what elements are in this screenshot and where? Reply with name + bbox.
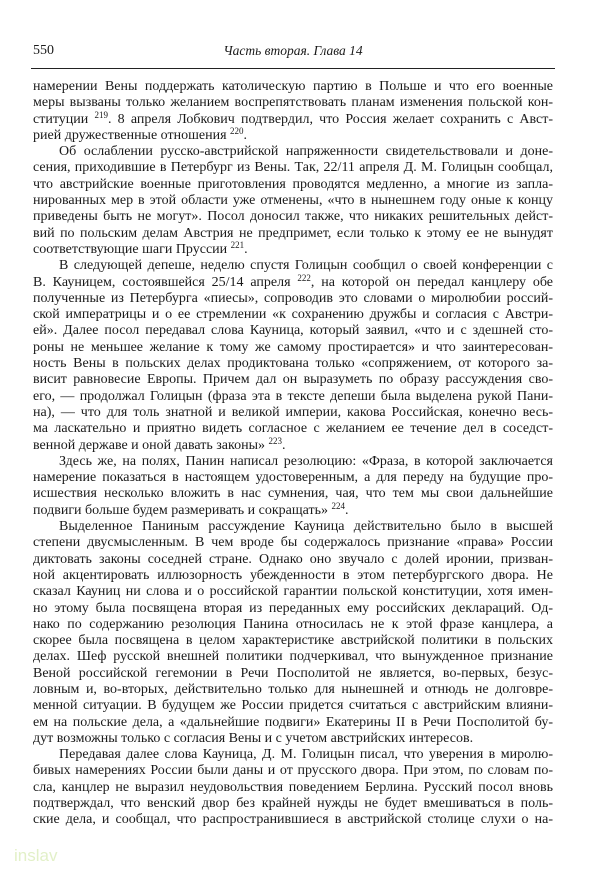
text-line [33, 226, 553, 242]
text-line [33, 372, 553, 388]
text-segment: ем на польские дела, а «дальнейшие подвиги» Екатерины II в Речи Посполитой бу- [33, 714, 553, 730]
text-line [33, 209, 553, 225]
text-segment: . [282, 437, 286, 453]
text-line [33, 307, 553, 323]
text-line [33, 79, 553, 95]
text-segment: меры вызваны только желанием воспрепятствовать планам изменения польской кон- [33, 95, 553, 111]
page-number: 550 [33, 43, 54, 58]
text-segment: диктовать законы соседней стране. Однако оно звучало с долей иронии, призван- [33, 551, 553, 567]
text-segment: намерение показаться в настоящем удостоверенным, а для переду на будущие про- [33, 470, 553, 486]
text-segment: нированных мер в этой области уже отменены, «что в нынешнем году оные к концу [33, 193, 553, 209]
paragraph [33, 144, 553, 258]
text-segment: сказал Кауниц ни слова и о российской гарантии польской конституции, хотя имен- [33, 584, 553, 600]
text-line [33, 125, 553, 144]
text-line [33, 584, 553, 600]
text-segment: намерении Вены поддержать католическую партию в Польше и что его военные [33, 79, 553, 94]
text-line [33, 470, 553, 486]
text-line [33, 601, 553, 617]
footnote-ref: 220 [230, 125, 244, 136]
text-line [33, 340, 553, 356]
text-line [33, 239, 553, 258]
text-segment: Веной российской гегемонии в Речи Посполитой не является, во-первых, безус- [33, 665, 553, 681]
text-line [33, 812, 553, 828]
text-line [33, 500, 553, 519]
text-segment: Выделенное Паниным рассуждение Кауница действительно было в высшей [59, 519, 553, 535]
text-segment: ность Вены в польских делах продиктована только «сопряжением, от которого за- [33, 356, 553, 372]
text-segment: ма ласкательно и приятно видеть согласное с желанием ее течение дел в соседст- [33, 421, 553, 437]
text-segment: подвиги больше будем размеривать и сокращать» [33, 502, 332, 518]
page-body [33, 79, 553, 829]
text-segment: что австрийские военные приготовления проводятся медленно, а многие из запла- [33, 176, 553, 192]
text-line [33, 731, 553, 747]
text-segment: но этому была посвящена вторая из переданных ему российских деклараций. Од- [33, 600, 553, 616]
watermark: inslav [14, 846, 58, 865]
text-line [33, 144, 553, 160]
text-segment: сла, канцлер не выразил неудовольствия поведением Берлина. Русский посол вновь [33, 779, 553, 795]
text-segment: Здесь же, на полях, Панин написал резолюцию: «Фраза, в которой заключается [59, 453, 553, 469]
text-line [33, 519, 553, 535]
text-line [33, 763, 553, 779]
text-segment: нако по содержанию резолюция Панина относилась не к этой фразе канцлера, а [33, 616, 553, 632]
footnote-ref: 223 [268, 435, 283, 446]
paragraph [33, 747, 553, 828]
text-line [33, 552, 553, 568]
footnote-ref: 224 [331, 500, 346, 511]
text-line [33, 389, 553, 405]
text-line [33, 193, 553, 209]
text-segment: В. Кауницем, состоявшейся 25/14 апреля [33, 274, 298, 290]
text-line [33, 95, 553, 111]
text-segment: соответствующие шаги Пруссии [33, 241, 231, 257]
text-line [33, 715, 553, 731]
text-segment: рией дружественные отношения [33, 127, 231, 143]
text-segment: Передавая далее слова Кауница, Д. М. Голицын писал, что уверения в миролю- [59, 747, 553, 763]
text-segment: Об ослаблении русско-австрийской напряженности свидетельствовали и доне- [59, 144, 553, 160]
paragraph [33, 519, 553, 747]
text-segment: приведены быть не могут». Посол доносил также, что никаких решительных дейст- [33, 209, 553, 225]
text-segment: ной акцентировать иллюзорность убежденности в этом петербургского двора. Не [33, 567, 553, 583]
text-segment: исшествия несколько вложить в нас сумнения, чая, что тем мы свои дальнейшие [33, 486, 553, 502]
text-line [33, 356, 553, 372]
text-segment: ской императрицы и о ее стремлении «к сохранению дружбы и согласия с Австри- [33, 307, 553, 323]
text-segment: висит равновесие Европы. Причем дал он выразуметь по образу рассуждения сво- [33, 372, 553, 388]
text-segment: скорее была посвящена в целом характеристике австрийской политики в польских [33, 633, 553, 649]
text-segment: сения, приходившие в Петербург из Вены. Так, 22/11 апреля Д. М. Голицын сообщал, [33, 160, 553, 176]
text-segment: роны не меньшее желание к тому же самому простирается» и что заинтересован- [33, 339, 553, 355]
text-line [33, 421, 553, 437]
text-segment: подтверждал, что венский двор без крайней нужды не будет вмешиваться в поль- [33, 796, 553, 812]
text-line [33, 568, 553, 584]
text-line [33, 617, 553, 633]
footnote-ref: 222 [297, 272, 311, 283]
text-line [33, 698, 553, 714]
text-segment: ституции [33, 111, 95, 127]
text-line [33, 160, 553, 176]
text-line [33, 682, 553, 698]
text-segment: ские дела, и сообщал, что распространившиеся в австрийской столице слухи о на- [33, 812, 553, 828]
text-line [33, 405, 553, 421]
footnote-ref: 221 [230, 239, 245, 250]
text-segment: . 8 апреля Лобкович подтвердил, что Россия желает сохранить с Авст- [107, 111, 554, 127]
text-line [33, 535, 553, 551]
text-segment: ловным и, во-вторых, действительно только для нынешней и отнюдь не долговре- [33, 681, 553, 697]
text-segment: В следующей депеше, неделю спустя Голицын сообщил о своей конференции с [59, 258, 553, 274]
header-rule [31, 68, 555, 69]
text-line [33, 649, 553, 665]
text-line [33, 747, 553, 763]
text-line [33, 780, 553, 796]
text-segment: менной ситуации. В будущем же России придется считаться с австрийским влияни- [33, 698, 553, 714]
text-line [33, 796, 553, 812]
running-title: Часть вторая. Глава 14 [223, 43, 363, 58]
text-line [33, 323, 553, 339]
text-line [33, 486, 553, 502]
text-segment: дут возможны только с согласия Вены и с учетом австрийских интересов. [33, 730, 474, 746]
text-segment: . [244, 241, 248, 257]
text-segment: ей». Далее посол передавал слова Кауница, который заявил, «что и с здешней сто- [33, 323, 553, 339]
text-segment: его, — продолжал Голицын (фраза эта в тексте депеши была выделена рукой Пани- [33, 388, 553, 404]
text-segment: бивых намерениях России были даны и от прусского двора. При этом, по словам по- [33, 763, 553, 779]
text-line [33, 109, 554, 128]
text-segment: делах. Шеф русской внешней политики подчеркивал, что вынужденное признание [33, 649, 553, 665]
page-header [33, 43, 553, 63]
text-line [33, 633, 553, 649]
text-segment: вий по польским делам Австрия не предпримет, если только к этому ее не вынудят [33, 225, 553, 241]
text-line [33, 177, 553, 193]
footnote-ref: 219 [94, 109, 108, 120]
text-line [33, 666, 553, 682]
text-line [33, 272, 554, 291]
text-line [33, 454, 553, 470]
text-line [33, 435, 553, 454]
paragraph [33, 258, 553, 454]
text-segment: . [345, 502, 349, 518]
text-segment: . [243, 127, 248, 143]
paragraph [33, 454, 553, 519]
text-segment: полученные из Петербурга «пиесы», сопроводив это словами о миролюбии россий- [33, 290, 553, 306]
text-segment: степени двусмысленным. В чем вроде бы содержалось признание «права» России [33, 535, 553, 551]
text-line [33, 258, 553, 274]
text-segment: венной державе и оной давать законы» [33, 437, 269, 453]
paragraph [33, 79, 553, 144]
text-segment: на), — что для толь знатной и великой империи, какова Российская, конечно весь- [33, 404, 553, 420]
text-segment: , на которой он передал канцлеру обе [310, 274, 554, 290]
text-line [33, 291, 553, 307]
